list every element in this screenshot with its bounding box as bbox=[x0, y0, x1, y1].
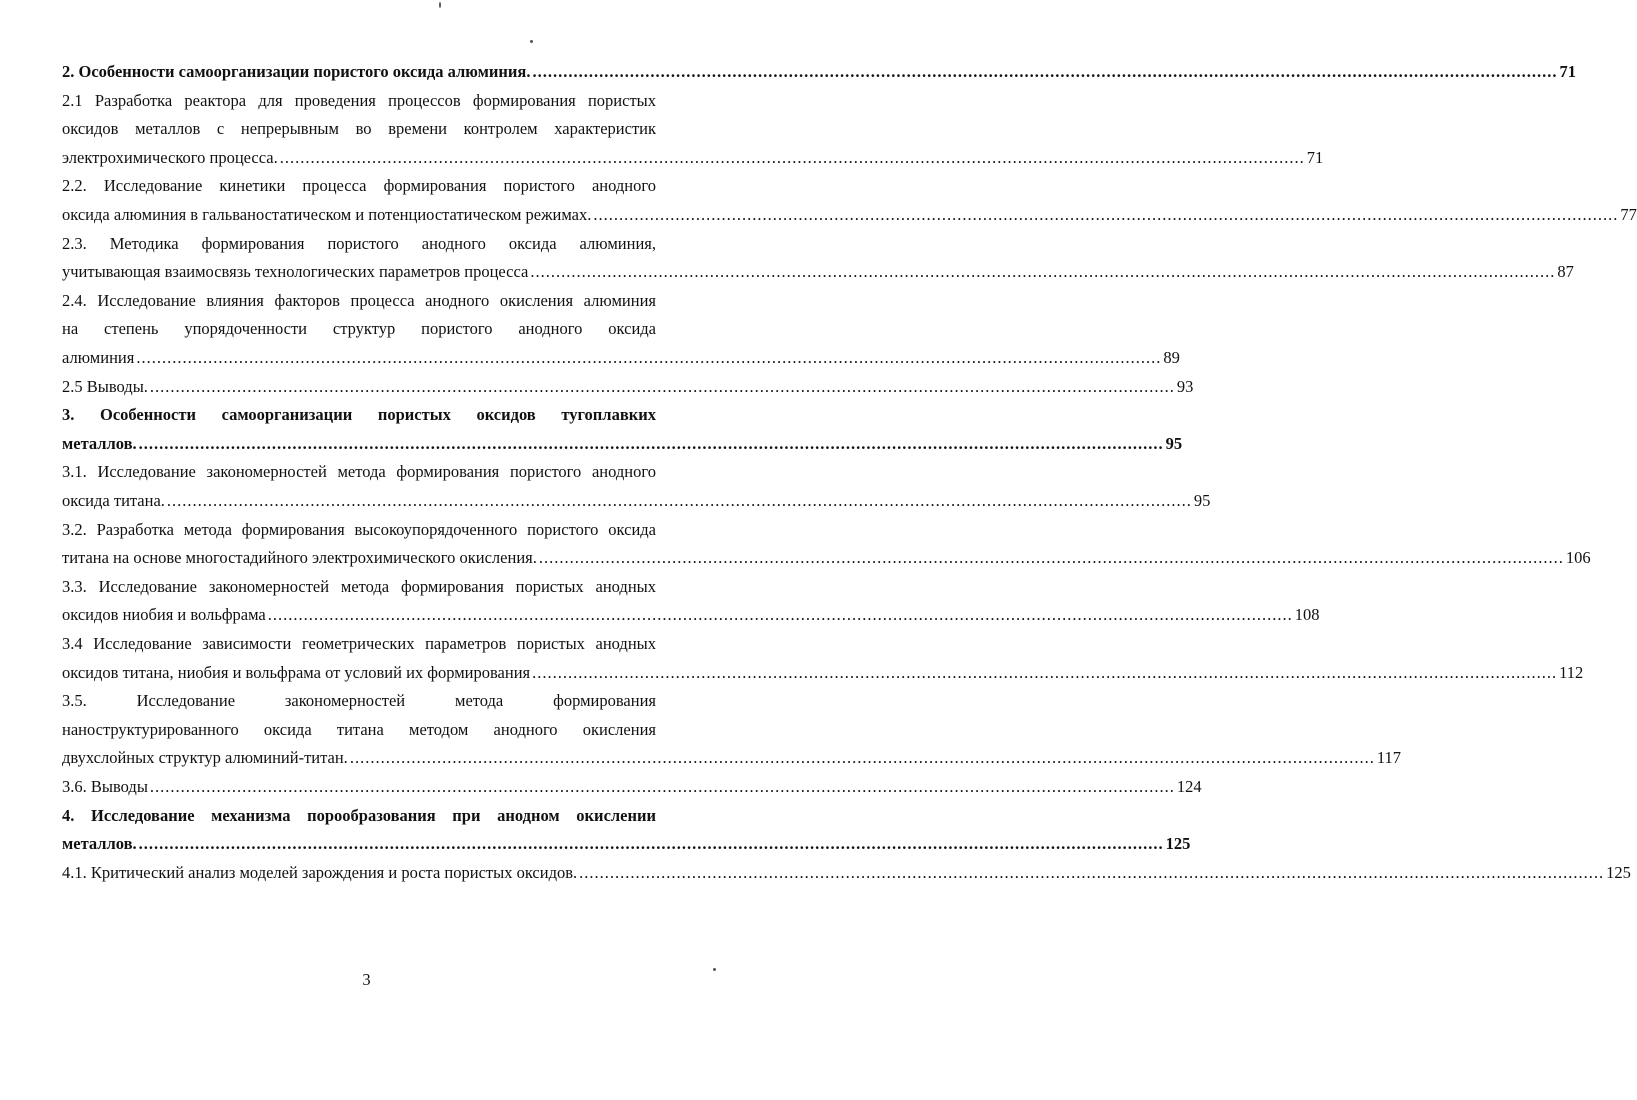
toc-entry-last-line[interactable] bbox=[62, 662, 1584, 683]
toc-entry-last-line[interactable] bbox=[62, 777, 1202, 797]
toc-entry-line: наноструктурированного оксида титана методом анодного окисления bbox=[62, 719, 656, 739]
toc-entry-line: 3.4 Исследование зависимости геометрических параметров пористых анодных bbox=[62, 634, 656, 653]
toc-entry-text: металлов. bbox=[62, 433, 137, 453]
toc-entry-line: 3.3. Исследование закономерностей метода формирования пористых анодных bbox=[62, 576, 656, 596]
dot-leader: ........................................................................................................................................................................................................ bbox=[532, 662, 1558, 682]
dot-leader: ........................................................................................................................................................................................................ bbox=[166, 491, 1192, 510]
toc-entry-text: двухслойных структур алюминий-титан. bbox=[62, 748, 348, 768]
toc-entry-last-line[interactable] bbox=[62, 376, 1194, 397]
toc-entry-last-line[interactable] bbox=[62, 748, 1401, 768]
toc-page-number: 93 bbox=[1176, 376, 1194, 396]
toc-entry-last-line[interactable] bbox=[62, 147, 1324, 168]
dot-leader: ........................................................................................................................................................................................................ bbox=[538, 548, 1564, 568]
toc-entry-last-line[interactable] bbox=[62, 605, 1320, 625]
toc-entry-text: оксидов ниобия и вольфрама bbox=[62, 605, 266, 625]
page-number: 3 bbox=[362, 970, 371, 989]
toc-entry-text: алюминия bbox=[62, 348, 135, 367]
toc-entry-line: 3.1. Исследование закономерностей метода формирования пористого анодного bbox=[62, 462, 656, 482]
toc-page-number: 108 bbox=[1294, 605, 1320, 625]
dot-leader: ........................................................................................................................................................................................................ bbox=[279, 147, 1305, 167]
dot-leader: ........................................................................................................................................................................................................ bbox=[593, 205, 1619, 224]
dot-leader: ........................................................................................................................................................................................................ bbox=[579, 862, 1605, 882]
scan-speck bbox=[530, 40, 533, 43]
toc-entry-text: 3.6. Выводы bbox=[62, 777, 148, 796]
toc-entry-line: 3.5. Исследование закономерностей метода формирования bbox=[62, 691, 656, 711]
toc-entry-text: оксидов титана, ниобия и вольфрама от условий их формирования bbox=[62, 662, 531, 682]
toc-entry-last-line[interactable] bbox=[62, 834, 1191, 854]
toc-page-number: 95 bbox=[1165, 433, 1183, 453]
toc-entry-line: 4. Исследование механизма порообразования при анодном окислении bbox=[62, 805, 656, 825]
toc-page-number: 95 bbox=[1193, 491, 1211, 510]
dot-leader: ........................................................................................................................................................................................................ bbox=[149, 777, 1175, 796]
dot-leader: ........................................................................................................................................................................................................ bbox=[136, 348, 1162, 367]
toc-page-number: 71 bbox=[1306, 147, 1324, 167]
toc-entry-line: 2.1 Разработка реактора для проведения процессов формирования пористых bbox=[62, 90, 656, 110]
toc-entry-text: 2. Особенности самоорганизации пористого оксида алюминия. bbox=[62, 62, 531, 81]
dot-leader: ........................................................................................................................................................................................................ bbox=[532, 62, 1558, 81]
toc-entry-last-line[interactable] bbox=[62, 548, 1591, 568]
toc-entry-text: электрохимического процесса. bbox=[62, 147, 278, 167]
toc-page-number: 77 bbox=[1620, 205, 1637, 224]
toc-entry-last-line[interactable] bbox=[62, 62, 1576, 82]
toc-entry-line: 2.4. Исследование влияния факторов процесса анодного окисления алюминия bbox=[62, 290, 656, 310]
toc-page-number: 117 bbox=[1376, 748, 1401, 768]
toc-page-number: 106 bbox=[1565, 548, 1591, 568]
dot-leader: ........................................................................................................................................................................................................ bbox=[138, 433, 1164, 453]
dot-leader: ........................................................................................................................................................................................................ bbox=[267, 605, 1293, 625]
toc-entry-line: 3. Особенности самоорганизации пористых оксидов тугоплавких bbox=[62, 405, 656, 425]
toc-entry-last-line[interactable] bbox=[62, 862, 1631, 883]
toc-page-number: 124 bbox=[1176, 777, 1202, 796]
toc-page-number: 71 bbox=[1559, 62, 1576, 81]
toc-page-number: 87 bbox=[1557, 262, 1574, 282]
toc-entry-text: 2.5 Выводы. bbox=[62, 376, 148, 396]
toc-entry-text: оксида алюминия в гальваностатическом и потенциостатическом режимах. bbox=[62, 205, 592, 224]
scan-speck bbox=[713, 968, 716, 971]
dot-leader: ........................................................................................................................................................................................................ bbox=[149, 376, 1175, 396]
toc-entry-last-line[interactable] bbox=[62, 348, 1180, 368]
toc-entry-text: металлов. bbox=[62, 834, 137, 854]
toc-entry-line: 2.2. Исследование кинетики процесса формирования пористого анодного bbox=[62, 176, 656, 196]
toc-entry-line: 2.3. Методика формирования пористого анодного оксида алюминия, bbox=[62, 233, 656, 253]
toc-entry-text: титана на основе многостадийного электрохимического окисления. bbox=[62, 548, 537, 568]
toc-page-number: 112 bbox=[1559, 662, 1584, 682]
toc-page-number: 89 bbox=[1163, 348, 1180, 367]
toc-entry-line: 3.2. Разработка метода формирования высокоупорядоченного пористого оксида bbox=[62, 519, 656, 539]
toc-entry-last-line[interactable] bbox=[62, 205, 1637, 225]
toc-entry-last-line[interactable] bbox=[62, 433, 1183, 454]
scan-speck bbox=[439, 2, 441, 8]
toc-entry-last-line[interactable] bbox=[62, 491, 1211, 511]
toc-entry-text: 4.1. Критический анализ моделей зарождения и роста пористых оксидов. bbox=[62, 862, 578, 882]
toc-entry-text: учитывающая взаимосвязь технологических параметров процесса bbox=[62, 262, 529, 282]
toc-entry-line: оксидов металлов с непрерывным во времени контролем характеристик bbox=[62, 119, 656, 139]
dot-leader: ........................................................................................................................................................................................................ bbox=[530, 262, 1556, 282]
toc-entry-last-line[interactable] bbox=[62, 262, 1574, 282]
dot-leader: ........................................................................................................................................................................................................ bbox=[349, 748, 1375, 768]
toc-page-number: 125 bbox=[1165, 834, 1191, 854]
dot-leader: ........................................................................................................................................................................................................ bbox=[138, 834, 1164, 854]
toc-entry-line: на степень упорядоченности структур пористого анодного оксида bbox=[62, 319, 656, 339]
toc-entry-text: оксида титана. bbox=[62, 491, 165, 510]
toc-page-number: 125 bbox=[1606, 862, 1631, 882]
